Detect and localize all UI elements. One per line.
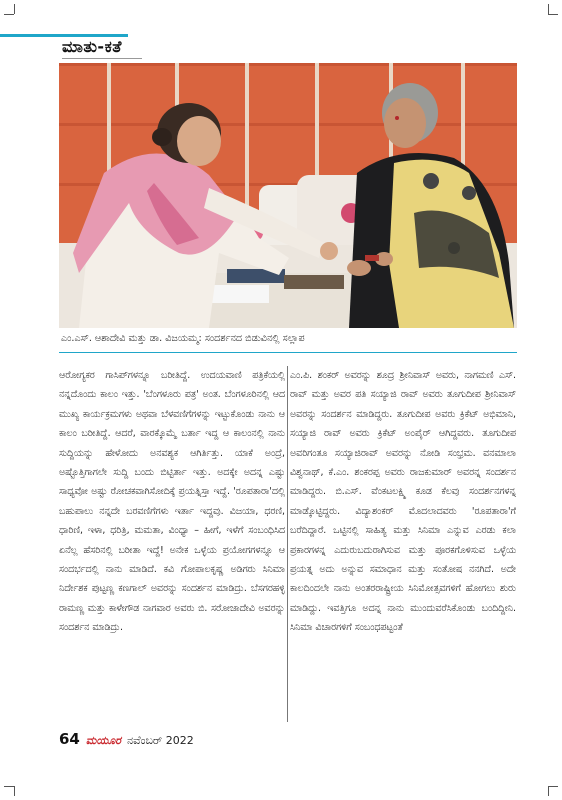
section-underline (62, 58, 142, 59)
photo-caption: ಎಂ.ಎಸ್. ಆಶಾದೇವಿ ಮತ್ತು ಡಾ. ವಿಜಯಮ್ಮ: ಸಂದರ್ಶನದ ಬಿಡುವಿನಲ್ಲಿ ಸಲ್ಲಾಪ (61, 333, 305, 344)
article-right-text: ಎಂ.ಪಿ. ಶಂಕರ್ ಅವರನ್ನು ಶೂದ್ರ ಶ್ರೀನಿವಾಸ್ ಅವರು, ನಾಗಮಣಿ ಎಸ್. ರಾವ್ ಮತ್ತು ಅವರ ಪತಿ ಸಯ್ಯಾಜಿ ರಾವ್ ಅವರು ತೂಗುದೀಪ ಶ್ರೀನಿವಾಸ್ ಅವರನ್ನು ಸಂದರ್ಶನ ಮಾಡಿದ್ದರು. ತೂಗುದೀಪ ಅವರು ಕ್ರಿಕೆಟ್ ಅಭಿಮಾನಿ, ಸಯ್ಯಾಜಿ ರಾವ್ ಅವರು ಕ್ರಿಕೆಟ್ ಅಂಪೈರ್ ಆಗಿದ್ದವರು. ತೂಗುದೀಪ ಅವರಿಗಂತೂ ಸಯ್ಯಾಜಿರಾವ್ ಅವರನ್ನು ನೋಡಿ ಸಂಭ್ರಮ. ವನಮಾಲಾ ವಿಶ್ವನಾಥ್, ಕೆ.ಎಂ. ಶಂಕರಪ್ಪ ಅವರು ರಾಜಕುಮಾರ್ ಅವರನ್ನ ಸಂದರ್ಶನ ಮಾಡಿದ್ದರು. ಬಿ.ಎಸ್. ವೆಂಕಟಲಕ್ಷ್ಮಿ ಕೂಡ ಕೆಲವು ಸಂದರ್ಶನಗಳನ್ನ ಮಾಡ್ಕೊಟ್ಟಿದ್ದರು. ವಿದ್ಯಾಶಂಕರ್ ಮೊದಲಾದವರು 'ರೂಪತಾರಾ'ಗೆ ಬರೆದಿದ್ದಾರೆ. ಒಟ್ಟಿನಲ್ಲಿ ಸಾಹಿತ್ಯ ಮತ್ತು ಸಿನಿಮಾ ಎನ್ನುವ ಎರಡು ಕಲಾ ಪ್ರಕಾರಗಳನ್ನ ಎದುರುಬದುರಾಗಿಸುವ ಮತ್ತು ಪೂರಕಗೊಳಿಸುವ ಒಳ್ಳೆಯ ಪ್ರಯತ್ನ ಅದು ಅನ್ನುವ ಸಮಾಧಾನ ಮತ್ತು ಸಂತೋಷ ನನಗಿದೆ. ಅದೇ ಕಾಲದಿಂದಲೇ ನಾನು ಅಂತರರಾಷ್ಟ್ರೀಯ ಸಿನಿಮೋತ್ಸವಗಳಿಗೆ ಹೋಗಲು ಶುರು ಮಾಡಿದ್ದು. ಇವತ್ತಿಗೂ ಅದನ್ನ ನಾನು ಮುಂದುವರೆಸಿಕೊಂಡು ಬಂದಿದ್ದೀನಿ. ಸಿನಿಮಾ ವಿಚಾರಗಳಿಗೆ ಸಂಬಂಧಪಟ್ಟಂತೆ (290, 370, 516, 634)
article-column-right (290, 366, 516, 638)
page-number: 64 (59, 730, 80, 748)
crop-mark-tl-v (14, 4, 15, 14)
crop-mark-tl-h (4, 14, 14, 15)
crop-mark-tr-v (548, 4, 549, 14)
magazine-logo: ಮಯೂರ (85, 734, 121, 747)
caption-rule (59, 352, 517, 353)
interview-photo (59, 63, 517, 328)
section-title: ಮಾತು-ಕತೆ (62, 37, 122, 56)
crop-mark-bl-v (14, 786, 15, 796)
article-left-text: ಆರೋಗ್ಯಕರ ಗಾಸಿಪ್‌ಗಳನ್ನೂ ಬರೀತಿದ್ದೆ. ಉದಯವಾಣಿ ಪತ್ರಿಕೆಯಲ್ಲಿ ನನ್ನದೊಂದು ಕಾಲಂ ಇತ್ತು. 'ಬೆಂಗಳೂರು ಪತ್ರ' ಅಂತ. ಬೆಂಗಳೂರಿನಲ್ಲಿ ಆದ ಮುಖ್ಯ ಕಾರ್ಯಕ್ರಮಗಳು ಅಥವಾ ಬೆಳವಣಿಗೆಗಳನ್ನು ಇಟ್ಟುಕೊಂಡು ನಾನು ಆ ಕಾಲಂ ಬರೀತಿದ್ದೆ. ಆದರೆ, ವಾರಕ್ಕೊಮ್ಮೆ ಬರ್ತಾ ಇದ್ದ ಆ ಕಾಲಂನಲ್ಲಿ ನಾನು ಸುದ್ದಿಯನ್ನು ಹೇಳೋದು ಅನವಶ್ಯಕ ಆಗಿರ್ತಿತ್ತು. ಯಾಕೆ ಅಂದ್ರೆ, ಅಷ್ಟೊತ್ತಿಗಾಗಲೇ ಸುದ್ದಿ ಬಂದು ಬಿಟ್ಟಿರ್ತಾ ಇತ್ತು. ಅದಕ್ಕೇ ಅದನ್ನ ಎಷ್ಟು ಸಾಧ್ಯವೋ ಅಷ್ಟು ರೋಚಕವಾಗಿಸೋದಿಕ್ಕೆ ಪ್ರಯತ್ನಿಸ್ತಾ ಇದ್ದೆ. 'ರೂಪತಾರಾ'ದಲ್ಲಿ ಬಹುಪಾಲು ನನ್ನದೇ ಬರವಣಿಗೆಗಳು ಇರ್ತಾ ಇದ್ದವು. ವಿಜಯಾ, ಧರಣಿ, ಧಾರಿಣಿ, ಇಳಾ, ಧರಿತ್ರಿ, ಮಮತಾ, ವಿಂಧ್ಯಾ – ಹೀಗೆ, ಇಳೆಗೆ ಸಂಬಂಧಿಸಿದ ಏನೆಲ್ಲ ಹೆಸರಿನಲ್ಲಿ ಬರೀತಾ ಇದ್ದೆ! ಅನೇಕ ಒಳ್ಳೆಯ ಪ್ರಯೋಗಗಳನ್ನೂ ಆ ಸಂದರ್ಭದಲ್ಲಿ ನಾನು ಮಾಡಿದೆ. ಕವಿ ಗೋಪಾಲಕೃಷ್ಣ ಅಡಿಗರು ಸಿನಿಮಾ ನಿರ್ದೇಶಕ ಪುಟ್ಟಣ್ಣ ಕಣಗಾಲ್ ಅವರನ್ನು ಸಂದರ್ಶನ ಮಾಡಿದ್ರು. ಬೆಸಗರಹಳ್ಳಿ ರಾಮಣ್ಣ ಮತ್ತು ಕಾಳೇಗೌಡ ನಾಗವಾರ ಅವರು ಬಿ. ಸರೋಜಾದೇವಿ ಅವರನ್ನು ಸಂದರ್ಶನ ಮಾಡಿದ್ರು. (59, 370, 285, 634)
crop-mark-bl-h (4, 786, 14, 787)
issue-date: ನವೆಂಬರ್ 2022 (126, 734, 194, 747)
column-divider (287, 366, 288, 722)
crop-mark-br-v (548, 786, 549, 796)
page-footer (59, 730, 194, 752)
interview-photo-illustration (59, 63, 517, 328)
article-column-left (59, 366, 285, 638)
crop-mark-br-h (548, 786, 558, 787)
crop-mark-tr-h (548, 14, 558, 15)
